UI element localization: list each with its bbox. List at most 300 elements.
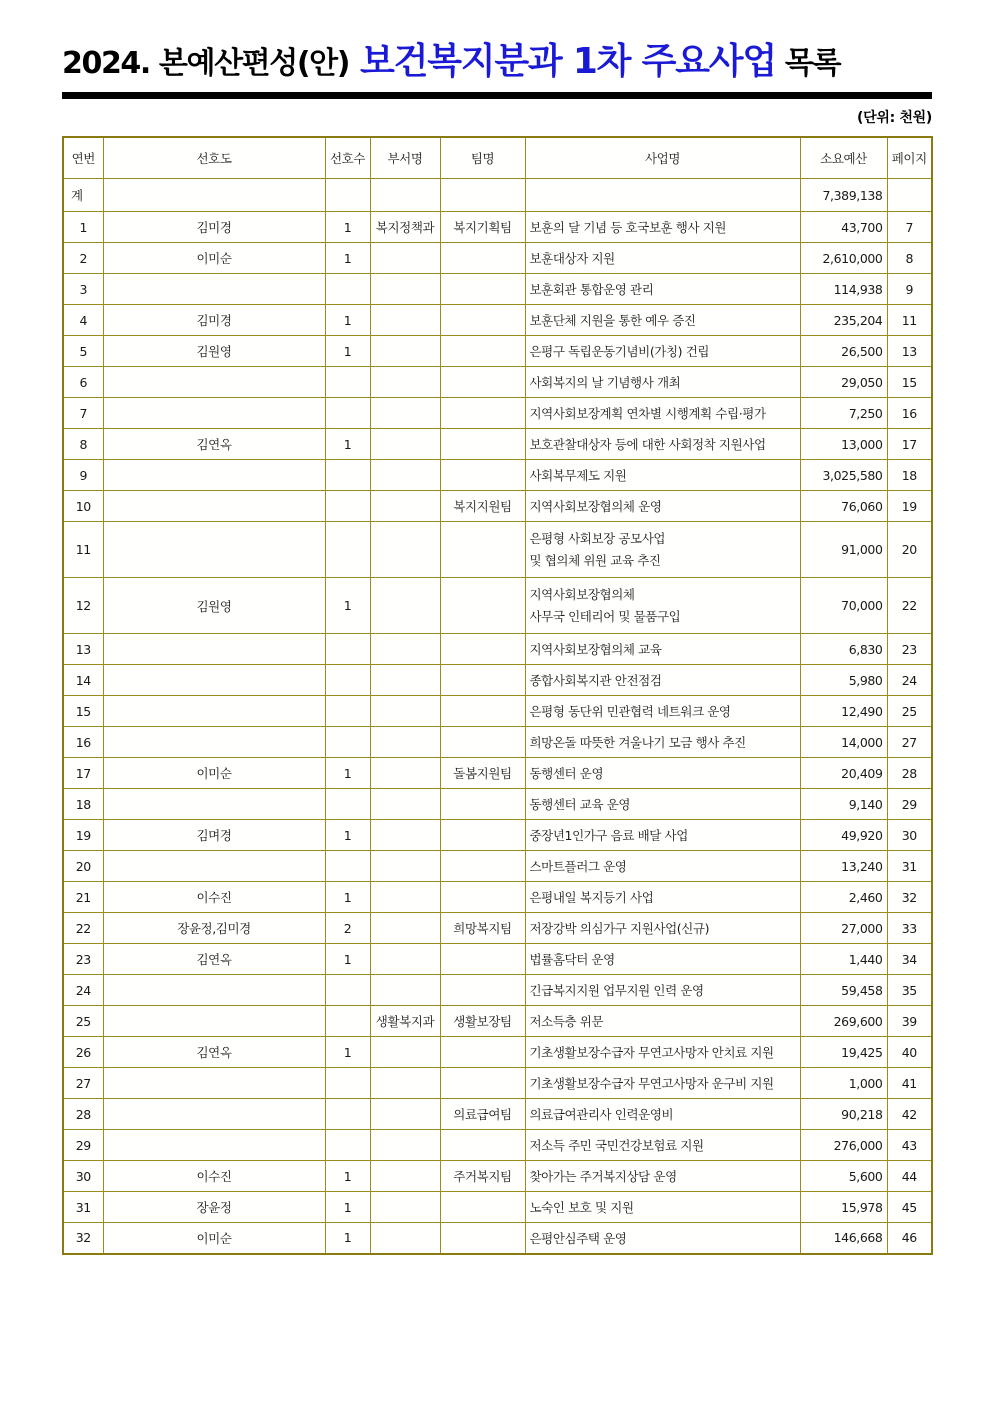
cell-department bbox=[370, 727, 440, 758]
cell-team bbox=[440, 944, 525, 975]
cell-project-line2: 사무국 인테리어 및 물품구입 bbox=[529, 608, 681, 624]
cell-department bbox=[370, 851, 440, 882]
cell-team bbox=[440, 1068, 525, 1099]
cell-team bbox=[440, 665, 525, 696]
cell-no: 26 bbox=[63, 1037, 103, 1068]
cell-preference-count bbox=[325, 851, 370, 882]
cell-preference-count bbox=[325, 274, 370, 305]
cell-team bbox=[440, 696, 525, 727]
cell-no: 2 bbox=[63, 243, 103, 274]
cell-team bbox=[440, 1192, 525, 1223]
cell-preference-count: 1 bbox=[325, 882, 370, 913]
cell-budget: 43,700 bbox=[800, 212, 887, 243]
cell-page: 40 bbox=[887, 1037, 932, 1068]
table-row bbox=[63, 944, 932, 975]
cell-project: 보훈의 달 기념 등 호국보훈 행사 지원 bbox=[525, 212, 800, 243]
cell-department bbox=[370, 274, 440, 305]
cell-project bbox=[525, 578, 800, 634]
cell-preference-count bbox=[325, 367, 370, 398]
cell-preference-count: 2 bbox=[325, 913, 370, 944]
cell-team: 생활보장팀 bbox=[440, 1006, 525, 1037]
cell-budget: 1,440 bbox=[800, 944, 887, 975]
cell-team bbox=[440, 975, 525, 1006]
header-page: 페이지 bbox=[887, 137, 932, 179]
cell-no: 28 bbox=[63, 1099, 103, 1130]
budget-table bbox=[62, 136, 933, 1255]
cell-preference bbox=[103, 665, 325, 696]
cell-page: 34 bbox=[887, 944, 932, 975]
cell-no: 19 bbox=[63, 820, 103, 851]
cell-project: 지역사회보장협의체 교육 bbox=[525, 634, 800, 665]
table-row bbox=[63, 274, 932, 305]
cell-page: 29 bbox=[887, 789, 932, 820]
cell-department bbox=[370, 1161, 440, 1192]
table-row bbox=[63, 1161, 932, 1192]
cell-preference-count bbox=[325, 727, 370, 758]
cell-preference bbox=[103, 522, 325, 578]
cell-preference: 김원영 bbox=[103, 578, 325, 634]
cell-preference-count bbox=[325, 1099, 370, 1130]
cell-preference bbox=[103, 274, 325, 305]
cell-team bbox=[440, 727, 525, 758]
cell-preference-count: 1 bbox=[325, 336, 370, 367]
table-body bbox=[63, 179, 932, 1254]
cell-preference-count bbox=[325, 522, 370, 578]
cell-budget: 114,938 bbox=[800, 274, 887, 305]
cell-budget: 13,240 bbox=[800, 851, 887, 882]
table-row bbox=[63, 429, 932, 460]
cell-no: 18 bbox=[63, 789, 103, 820]
cell-page: 46 bbox=[887, 1223, 932, 1254]
total-department bbox=[370, 179, 440, 212]
table-row bbox=[63, 696, 932, 727]
cell-budget: 13,000 bbox=[800, 429, 887, 460]
cell-preference: 김원영 bbox=[103, 336, 325, 367]
total-page bbox=[887, 179, 932, 212]
cell-department bbox=[370, 367, 440, 398]
cell-budget: 1,000 bbox=[800, 1068, 887, 1099]
cell-budget: 15,978 bbox=[800, 1192, 887, 1223]
cell-project: 저소득 주민 국민건강보험료 지원 bbox=[525, 1130, 800, 1161]
cell-budget: 19,425 bbox=[800, 1037, 887, 1068]
cell-preference-count bbox=[325, 1068, 370, 1099]
cell-department bbox=[370, 758, 440, 789]
cell-preference: 이미순 bbox=[103, 243, 325, 274]
cell-department: 복지정책과 bbox=[370, 212, 440, 243]
cell-preference-count bbox=[325, 634, 370, 665]
cell-project: 보훈단체 지원을 통한 예우 증진 bbox=[525, 305, 800, 336]
table-row bbox=[63, 1192, 932, 1223]
cell-team bbox=[440, 820, 525, 851]
cell-project: 사회복지의 날 기념행사 개최 bbox=[525, 367, 800, 398]
cell-team bbox=[440, 1223, 525, 1254]
cell-project: 저장강박 의심가구 지원사업(신규) bbox=[525, 913, 800, 944]
table-row bbox=[63, 634, 932, 665]
cell-preference-count bbox=[325, 1130, 370, 1161]
header-project: 사업명 bbox=[525, 137, 800, 179]
cell-preference: 이수진 bbox=[103, 882, 325, 913]
cell-budget: 5,980 bbox=[800, 665, 887, 696]
cell-budget: 76,060 bbox=[800, 491, 887, 522]
cell-budget: 20,409 bbox=[800, 758, 887, 789]
cell-preference-count bbox=[325, 789, 370, 820]
cell-page: 30 bbox=[887, 820, 932, 851]
cell-department bbox=[370, 665, 440, 696]
cell-preference-count bbox=[325, 665, 370, 696]
cell-department bbox=[370, 975, 440, 1006]
cell-budget: 276,000 bbox=[800, 1130, 887, 1161]
table-row bbox=[63, 336, 932, 367]
cell-page: 42 bbox=[887, 1099, 932, 1130]
cell-department bbox=[370, 336, 440, 367]
cell-preference bbox=[103, 696, 325, 727]
cell-page: 15 bbox=[887, 367, 932, 398]
cell-page: 7 bbox=[887, 212, 932, 243]
cell-no: 23 bbox=[63, 944, 103, 975]
cell-no: 4 bbox=[63, 305, 103, 336]
cell-page: 44 bbox=[887, 1161, 932, 1192]
title-suffix: 목록 bbox=[784, 46, 841, 81]
cell-no: 25 bbox=[63, 1006, 103, 1037]
cell-department bbox=[370, 491, 440, 522]
cell-no: 21 bbox=[63, 882, 103, 913]
cell-budget: 29,050 bbox=[800, 367, 887, 398]
cell-project: 희망온돌 따뜻한 겨울나기 모금 행사 추진 bbox=[525, 727, 800, 758]
cell-no: 13 bbox=[63, 634, 103, 665]
cell-no: 7 bbox=[63, 398, 103, 429]
cell-preference: 김연옥 bbox=[103, 944, 325, 975]
cell-project: 찾아가는 주거복지상담 운영 bbox=[525, 1161, 800, 1192]
cell-budget: 49,920 bbox=[800, 820, 887, 851]
cell-preference-count: 1 bbox=[325, 1037, 370, 1068]
cell-preference: 김연옥 bbox=[103, 429, 325, 460]
cell-preference: 장윤정 bbox=[103, 1192, 325, 1223]
cell-preference-count bbox=[325, 1006, 370, 1037]
cell-budget: 9,140 bbox=[800, 789, 887, 820]
document-title bbox=[62, 41, 932, 82]
title-line bbox=[62, 41, 932, 82]
cell-team bbox=[440, 305, 525, 336]
cell-department bbox=[370, 1223, 440, 1254]
cell-budget: 235,204 bbox=[800, 305, 887, 336]
cell-department bbox=[370, 1068, 440, 1099]
cell-budget: 2,610,000 bbox=[800, 243, 887, 274]
table-row bbox=[63, 758, 932, 789]
total-team bbox=[440, 179, 525, 212]
cell-department bbox=[370, 460, 440, 491]
cell-preference-count bbox=[325, 696, 370, 727]
cell-no: 16 bbox=[63, 727, 103, 758]
table-row bbox=[63, 491, 932, 522]
table-row bbox=[63, 460, 932, 491]
cell-project: 기초생활보장수급자 무연고사망자 운구비 지원 bbox=[525, 1068, 800, 1099]
header-no: 연번 bbox=[63, 137, 103, 179]
cell-team bbox=[440, 336, 525, 367]
cell-preference bbox=[103, 727, 325, 758]
table-row bbox=[63, 851, 932, 882]
table-row bbox=[63, 1068, 932, 1099]
cell-project-line2: 및 협의체 위원 교육 추진 bbox=[529, 552, 661, 568]
cell-budget: 14,000 bbox=[800, 727, 887, 758]
cell-no: 29 bbox=[63, 1130, 103, 1161]
cell-project: 중장년1인가구 음료 배달 사업 bbox=[525, 820, 800, 851]
cell-department bbox=[370, 1099, 440, 1130]
table-row bbox=[63, 1037, 932, 1068]
title-highlight: 보건복지분과 1차 주요사업 bbox=[360, 41, 776, 82]
cell-preference-count: 1 bbox=[325, 758, 370, 789]
cell-budget: 3,025,580 bbox=[800, 460, 887, 491]
table-row bbox=[63, 1130, 932, 1161]
cell-team bbox=[440, 429, 525, 460]
cell-no: 22 bbox=[63, 913, 103, 944]
cell-preference-count: 1 bbox=[325, 429, 370, 460]
unit-note: (단위: 천원) bbox=[857, 110, 932, 126]
cell-department bbox=[370, 820, 440, 851]
cell-no: 8 bbox=[63, 429, 103, 460]
table-row bbox=[63, 820, 932, 851]
cell-project: 동행센터 운영 bbox=[525, 758, 800, 789]
cell-preference bbox=[103, 1006, 325, 1037]
cell-project: 은평구 독립운동기념비(가칭) 건립 bbox=[525, 336, 800, 367]
cell-team: 희망복지팀 bbox=[440, 913, 525, 944]
cell-page: 28 bbox=[887, 758, 932, 789]
cell-no: 12 bbox=[63, 578, 103, 634]
cell-team bbox=[440, 882, 525, 913]
cell-no: 14 bbox=[63, 665, 103, 696]
cell-team bbox=[440, 634, 525, 665]
cell-team bbox=[440, 243, 525, 274]
cell-department bbox=[370, 944, 440, 975]
cell-preference-count bbox=[325, 975, 370, 1006]
table-row bbox=[63, 243, 932, 274]
cell-page: 35 bbox=[887, 975, 932, 1006]
table-row bbox=[63, 882, 932, 913]
cell-preference bbox=[103, 1099, 325, 1130]
cell-team bbox=[440, 460, 525, 491]
cell-team bbox=[440, 398, 525, 429]
cell-team: 의료급여팀 bbox=[440, 1099, 525, 1130]
cell-preference-count: 1 bbox=[325, 1161, 370, 1192]
cell-preference-count bbox=[325, 460, 370, 491]
cell-department bbox=[370, 882, 440, 913]
cell-page: 17 bbox=[887, 429, 932, 460]
cell-project: 법률홈닥터 운영 bbox=[525, 944, 800, 975]
cell-preference: 이미순 bbox=[103, 1223, 325, 1254]
cell-project: 지역사회보장계획 연차별 시행계획 수립·평가 bbox=[525, 398, 800, 429]
cell-project: 종합사회복지관 안전점검 bbox=[525, 665, 800, 696]
cell-preference: 이미순 bbox=[103, 758, 325, 789]
cell-preference: 김미경 bbox=[103, 305, 325, 336]
cell-preference bbox=[103, 460, 325, 491]
cell-department bbox=[370, 243, 440, 274]
cell-page: 45 bbox=[887, 1192, 932, 1223]
cell-project: 긴급복지지원 업무지원 인력 운영 bbox=[525, 975, 800, 1006]
cell-page: 13 bbox=[887, 336, 932, 367]
table-row bbox=[63, 578, 932, 634]
cell-department bbox=[370, 789, 440, 820]
total-preference bbox=[103, 179, 325, 212]
header-preference-count: 선호수 bbox=[325, 137, 370, 179]
cell-preference: 김미경 bbox=[103, 212, 325, 243]
header-preference: 선호도 bbox=[103, 137, 325, 179]
cell-preference: 장윤정,김미경 bbox=[103, 913, 325, 944]
total-label: 계 bbox=[63, 179, 103, 212]
cell-team: 복지지원팀 bbox=[440, 491, 525, 522]
table-row bbox=[63, 727, 932, 758]
header-department: 부서명 bbox=[370, 137, 440, 179]
table-row bbox=[63, 1223, 932, 1254]
cell-preference bbox=[103, 491, 325, 522]
cell-budget: 6,830 bbox=[800, 634, 887, 665]
cell-no: 1 bbox=[63, 212, 103, 243]
cell-project: 지역사회보장협의체 운영 bbox=[525, 491, 800, 522]
table-row bbox=[63, 1099, 932, 1130]
title-year: 2024. 본예산편성(안) bbox=[62, 46, 350, 81]
cell-no: 3 bbox=[63, 274, 103, 305]
cell-team bbox=[440, 522, 525, 578]
cell-page: 19 bbox=[887, 491, 932, 522]
cell-team bbox=[440, 1130, 525, 1161]
cell-department bbox=[370, 696, 440, 727]
cell-team bbox=[440, 851, 525, 882]
cell-team bbox=[440, 367, 525, 398]
cell-page: 9 bbox=[887, 274, 932, 305]
cell-budget: 2,460 bbox=[800, 882, 887, 913]
cell-team: 돌봄지원팀 bbox=[440, 758, 525, 789]
cell-preference-count: 1 bbox=[325, 1223, 370, 1254]
cell-preference-count bbox=[325, 491, 370, 522]
cell-department bbox=[370, 522, 440, 578]
cell-team: 주거복지팀 bbox=[440, 1161, 525, 1192]
cell-department bbox=[370, 1130, 440, 1161]
cell-page: 24 bbox=[887, 665, 932, 696]
cell-preference bbox=[103, 851, 325, 882]
cell-project-line1: 은평형 사회보장 공모사업 bbox=[529, 530, 666, 546]
table-header bbox=[63, 137, 932, 179]
table-row bbox=[63, 522, 932, 578]
cell-department bbox=[370, 1192, 440, 1223]
cell-page: 8 bbox=[887, 243, 932, 274]
cell-page: 20 bbox=[887, 522, 932, 578]
cell-budget: 26,500 bbox=[800, 336, 887, 367]
cell-no: 5 bbox=[63, 336, 103, 367]
cell-preference-count: 1 bbox=[325, 1192, 370, 1223]
cell-page: 39 bbox=[887, 1006, 932, 1037]
cell-preference bbox=[103, 398, 325, 429]
table-row bbox=[63, 913, 932, 944]
table-row bbox=[63, 398, 932, 429]
cell-budget: 12,490 bbox=[800, 696, 887, 727]
total-budget: 7,389,138 bbox=[800, 179, 887, 212]
cell-team bbox=[440, 274, 525, 305]
cell-preference bbox=[103, 1068, 325, 1099]
cell-budget: 27,000 bbox=[800, 913, 887, 944]
cell-preference bbox=[103, 634, 325, 665]
cell-preference bbox=[103, 789, 325, 820]
table-row bbox=[63, 212, 932, 243]
cell-preference bbox=[103, 367, 325, 398]
table-row bbox=[63, 789, 932, 820]
budget-table-wrap bbox=[62, 136, 933, 1255]
table-row bbox=[63, 367, 932, 398]
cell-preference-count: 1 bbox=[325, 820, 370, 851]
cell-preference-count: 1 bbox=[325, 212, 370, 243]
cell-budget: 7,250 bbox=[800, 398, 887, 429]
cell-preference: 이수진 bbox=[103, 1161, 325, 1192]
cell-budget: 91,000 bbox=[800, 522, 887, 578]
table-row-total bbox=[63, 179, 932, 212]
cell-page: 41 bbox=[887, 1068, 932, 1099]
cell-budget: 70,000 bbox=[800, 578, 887, 634]
cell-department: 생활복지과 bbox=[370, 1006, 440, 1037]
table-header-row bbox=[63, 137, 932, 179]
cell-page: 25 bbox=[887, 696, 932, 727]
cell-team bbox=[440, 1037, 525, 1068]
cell-budget: 90,218 bbox=[800, 1099, 887, 1130]
cell-preference-count: 1 bbox=[325, 578, 370, 634]
cell-no: 30 bbox=[63, 1161, 103, 1192]
cell-project: 스마트플러그 운영 bbox=[525, 851, 800, 882]
cell-page: 32 bbox=[887, 882, 932, 913]
cell-budget: 59,458 bbox=[800, 975, 887, 1006]
cell-department bbox=[370, 913, 440, 944]
cell-department bbox=[370, 578, 440, 634]
cell-no: 15 bbox=[63, 696, 103, 727]
cell-budget: 146,668 bbox=[800, 1223, 887, 1254]
cell-page: 22 bbox=[887, 578, 932, 634]
cell-no: 32 bbox=[63, 1223, 103, 1254]
cell-project: 기초생활보장수급자 무연고사망자 안치료 지원 bbox=[525, 1037, 800, 1068]
title-underline-rule bbox=[62, 92, 932, 99]
header-team: 팀명 bbox=[440, 137, 525, 179]
cell-page: 43 bbox=[887, 1130, 932, 1161]
total-count bbox=[325, 179, 370, 212]
cell-no: 11 bbox=[63, 522, 103, 578]
cell-project: 은평내일 복지등기 사업 bbox=[525, 882, 800, 913]
cell-project: 보훈회관 통합운영 관리 bbox=[525, 274, 800, 305]
cell-preference-count: 1 bbox=[325, 243, 370, 274]
cell-project: 보호관찰대상자 등에 대한 사회정착 지원사업 bbox=[525, 429, 800, 460]
cell-preference: 김며경 bbox=[103, 820, 325, 851]
cell-project bbox=[525, 522, 800, 578]
cell-no: 20 bbox=[63, 851, 103, 882]
cell-no: 27 bbox=[63, 1068, 103, 1099]
header-budget: 소요예산 bbox=[800, 137, 887, 179]
cell-project: 은평형 동단위 민관협력 네트워크 운영 bbox=[525, 696, 800, 727]
cell-preference-count bbox=[325, 398, 370, 429]
cell-page: 33 bbox=[887, 913, 932, 944]
cell-project: 보훈대상자 지원 bbox=[525, 243, 800, 274]
cell-department bbox=[370, 429, 440, 460]
cell-department bbox=[370, 1037, 440, 1068]
cell-preference-count: 1 bbox=[325, 305, 370, 336]
cell-preference bbox=[103, 975, 325, 1006]
cell-project: 사회복무제도 지원 bbox=[525, 460, 800, 491]
table-row bbox=[63, 665, 932, 696]
cell-project: 의료급여관리사 인력운영비 bbox=[525, 1099, 800, 1130]
cell-department bbox=[370, 634, 440, 665]
cell-project: 동행센터 교육 운영 bbox=[525, 789, 800, 820]
cell-no: 6 bbox=[63, 367, 103, 398]
table-row bbox=[63, 305, 932, 336]
cell-page: 16 bbox=[887, 398, 932, 429]
cell-no: 9 bbox=[63, 460, 103, 491]
cell-page: 23 bbox=[887, 634, 932, 665]
cell-project: 저소득층 위문 bbox=[525, 1006, 800, 1037]
cell-project-line1: 지역사회보장협의체 bbox=[529, 586, 635, 602]
cell-page: 11 bbox=[887, 305, 932, 336]
cell-department bbox=[370, 305, 440, 336]
